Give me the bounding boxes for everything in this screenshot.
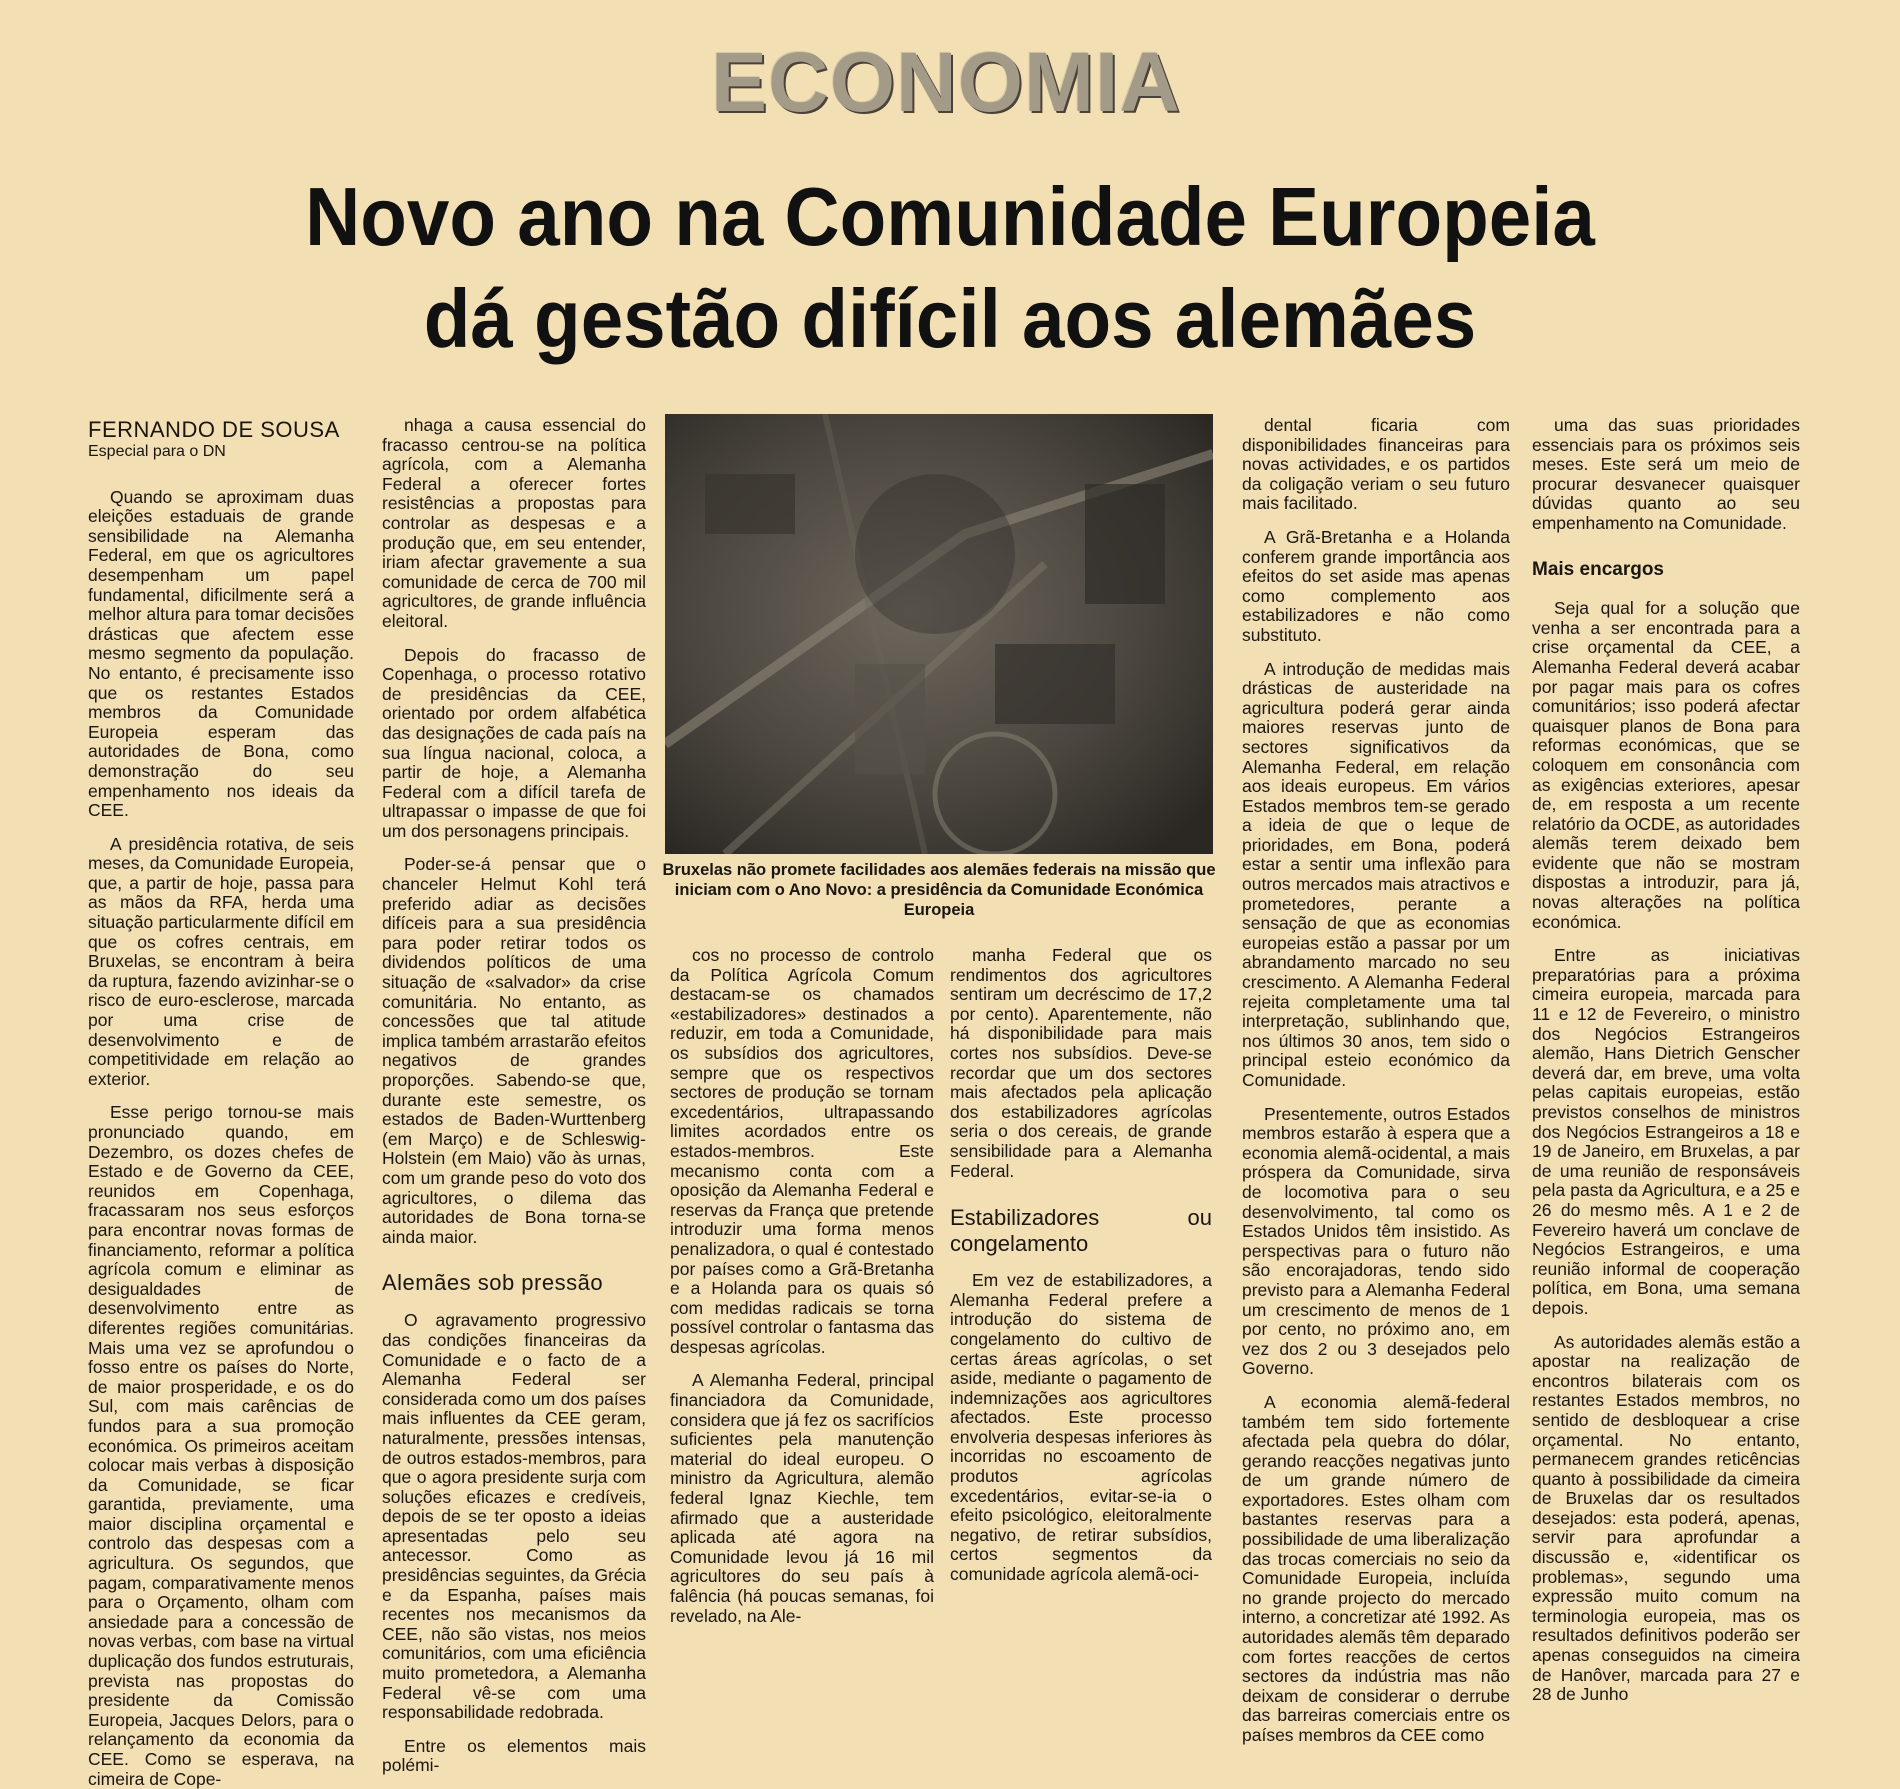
section-title: ECONOMIA <box>711 35 1181 129</box>
paragraph: Poder-se-á pensar que o chanceler Helmut Kohl terá preferido adiar as decisões difíceis para a sua presidência para poder retirar todos os dividendos políticos de uma situação de «salvador» da crise comunitária. No entanto, as concessões que tal atitude implica também arrastarão efeitos negativos de grandes proporções. Sabendo-se que, durante este semestre, os estados de Baden-Wurttenberg (em Março) e de Schleswig-Holstein (em Maio) vão às urnas, com um grande peso do voto dos agricultores, o dilema das autoridades de Bona torna-se ainda maior. <box>382 854 646 1247</box>
paragraph: Em vez de estabilizadores, a Alemanha Federal prefere a introdução do sistema de congelamento do cultivo de certas áreas agrícolas, o set aside, mediante o pagamento de indemnizações aos agricultores afectados. Este processo envolveria despesas inferiores às incorridas no escoamento de produtos agrícolas excedentários, evitar-se-ia o efeito psicológico, eleitoralmente negativo, de retirar subsídios, certos segmentos da comunidade agrícola alemã-oci- <box>950 1270 1212 1585</box>
paragraph: Quando se aproximam duas eleições estaduais de grande sensibilidade na Alemanha Federal, em que os agricultores desempenham um papel fundamental, dificilmente será a melhor altura para tomar decisões drásticas que afectem esse mesmo segmento da população. No entanto, é precisamente isso que os restantes Estados membros da Comunidade Europeia esperam das autoridades de Bona, como demonstração do seu empenhamento nos ideais da CEE. <box>88 486 354 821</box>
paragraph: A Grã-Bretanha e a Holanda conferem grande importância aos efeitos do set aside mas apenas como complemento aos estabilizadores e não como substituto. <box>1242 526 1510 645</box>
paragraph: As autoridades alemãs estão a apostar na realização de encontros bilaterais com os restantes Estados membros, no sentido de desbloquear a crise orçamental. No entanto, permanecem grandes reticências quanto à possibilidade da cimeira de Bruxelas dar os resultados desejados: esta poderá, apenas, servir para aprofundar a discussão e, «identificar os problemas», segundo uma expressão muito comum na terminologia europeia, mas os resultados definitivos poderão ser apenas conseguidos na cimeira de Hanôver, marcada para 27 e 28 de Junho <box>1532 1331 1800 1705</box>
subheading-alemaes-sob-pressao: Alemães sob pressão <box>382 1270 604 1296</box>
paragraph: A Alemanha Federal, principal financiadora da Comunidade, considera que já fez os sacrifícios suficientes pela manutenção material do ideal europeu. O ministro da Agricultura, alemão federal Ignaz Kiechle, tem afirmado que a austeridade aplicada até agora na Comunidade levou já 16 mil agricultores do seu país à falência (há poucas semanas, foi revelado, na Ale- <box>670 1370 934 1626</box>
aerial-photo-image <box>665 414 1213 854</box>
headline-line-1: Novo ano na Comunidade Europeia <box>305 170 1595 263</box>
paragraph: Esse perigo tornou-se mais pronunciado quando, em Dezembro, os dozes chefes de Estado e de Governo da CEE, reunidos em Copenhaga, fracassaram nos seus esforços para encontrar novas formas de financiamento, reformar a política agrícola comum e eliminar as desigualdades de desenvolvimento entre as diferentes regiões comunitárias. Mais uma vez se aprofundou o fosso entre os países do Norte, de maior prosperidade, e os do Sul, com mais carências de fundos para a sua promoção económica. Os primeiros aceitam colocar mais verbas à disposição da Comunidade, se ficar garantida, previamente, uma maior disciplina orçamental e controlo das despesas com a agricultura. Os segundos, que pagam, comparativamente menos para o Orçamento, olham com ansiedade para a concessão de novas verbas, com base na virtual duplicação dos fundos estruturais, prevista nas propostas do presidente da Comissão Europeia, Jacques Delors, para o relançamento da economia da CEE. Como se esperava, na cimeira de Cope- <box>88 1102 354 1789</box>
paragraph: manha Federal que os rendimentos dos agricultores sentiram um decréscimo de 17,2 por cento). Aparentemente, não há disponibilidade para mais cortes nos subsídios. Deve-se recordar que um dos sectores mais afectados pela aplicação dos estabilizadores agrícolas seria o dos cereais, de grande sensibilidade para a Alemanha Federal. <box>950 945 1212 1181</box>
paragraph: dental ficaria com disponibilidades financeiras para novas actividades, e os partidos da coligação veriam o seu futuro mais facilitado. <box>1242 415 1510 514</box>
article-column-5 <box>1242 416 1510 1746</box>
subheading-estabilizadores: Estabilizadores ou congelamento <box>950 1205 1212 1257</box>
paragraph: A introdução de medidas mais drásticas de austeridade na agricultura poderá gerar ainda maiores reservas junto de sectores significativos da Alemanha Federal, em relação aos ideais europeus. Em vários Estados membros tem-se gerado a ideia de que o leque de prioridades, em Bona, poderá estar a sentir uma inflexão para outros mercados mais atractivos e prometedores, perante a sensação de que as economias europeias estão a passar por um abrandamento marcado no seu crescimento. A Alemanha Federal rejeita completamente uma tal interpretação, sublinhando que, nos últimos 30 anos, tem sido o principal esteio económico da Comunidade. <box>1242 658 1510 1090</box>
subheading-mais-encargos: Mais encargos <box>1532 558 1664 580</box>
byline-role: Especial para o DN <box>88 443 226 460</box>
paragraph: Entre as iniciativas preparatórias para a próxima cimeira europeia, marcada para 11 e 12 de Fevereiro, o ministro dos Negócios Estrangeiros alemão, Hans Dietrich Genscher deverá dar, em breve, uma volta pelas capitais europeias, estão previstos conselhos de ministros dos Negócios Estrangeiros a 18 e 19 de Janeiro, em Bruxelas, a par de uma reunião de responsáveis pela pasta da Agricultura, e a 25 e 26 do mesmo mês. A 1 e 2 de Fevereiro haverá um conclave de Negócios Estrangeiros, e uma reunião informal de cooperação política, em Bona, uma semana depois. <box>1532 945 1800 1318</box>
paragraph: A presidência rotativa, de seis meses, da Comunidade Europeia, que, a partir de hoje, passa para as mãos da RFA, herda uma situação particularmente difícil em que os cofres centrais, em Bruxelas, se encontram à beira da ruptura, fazendo avizinhar-se o risco de euro-esclerose, marcada por uma crise de desenvolvimento e de competitividade em relação ao exterior. <box>88 833 354 1089</box>
paragraph: Entre os elementos mais polémi- <box>382 1735 646 1776</box>
col3-body <box>670 946 934 1626</box>
paragraph: nhaga a causa essencial do fracasso centrou-se na política agrícola, com a Alemanha Federal a oferecer fortes resistências a propostas para controlar as despesas e a produção que, em seu entender, iriam afectar gravemente a sua comunidade de cerca de 700 mil agricultores, de grande influência eleitoral. <box>382 415 646 631</box>
col6b-body <box>1532 599 1800 1705</box>
paragraph: A economia alemã-federal também tem sido fortemente afectada pela quebra do dólar, gerando reacções negativas junto de um grande número de exportadores. Estes olham com bastantes reservas para a possibilidade de uma liberalização das trocas comerciais no seio da Comunidade Europeia, incluída no grande projecto do mercado interno, a concretizar até 1992. As autoridades alemãs têm deparado com fortes reacções de certos sectores da indústria mas não deixam de considerar o derrube das barreiras comerciais entre os países membros da CEE como <box>1242 1391 1510 1745</box>
headline-line-2: dá gestão difícil aos alemães <box>423 272 1477 365</box>
paragraph: O agravamento progressivo das condições financeiras da Comunidade e o facto de a Alemanha Federal ser considerada como um dos países mais influentes da CEE geram, naturalmente, pressões intensas, de outros estados-membros, para que o agora presidente surja com soluções eficazes e credíveis, depois de se ter oposto a ideias apresentadas pelo seu antecessor. Como as presidências seguintes, da Grécia e da Espanha, países mais recentes nos mecanismos da CEE, não são vistas, nos meios comunitários, com uma eficiência muito prometedora, a Alemanha Federal vê-se com uma responsabilidade redobrada. <box>382 1310 646 1723</box>
photo-brussels-aerial <box>665 414 1213 854</box>
col4b-body <box>950 1271 1212 1585</box>
col5-body <box>1242 416 1510 1746</box>
paragraph: Seja qual for a solução que venha a ser encontrada para a crise orçamental da CEE, a Alemanha Federal deverá acabar por pagar mais para os cofres comunitários; isso poderá afectar quaisquer planos de Bona para reformas económicas, que se coloquem em consonância com as exigências exteriores, apesar de, em resposta a um recente relatório da OCDE, as autoridades alemãs terem deixado bem evidente que não se mostram dispostas a introduzir, para já, novas alterações na política económica. <box>1532 598 1800 932</box>
col2-body <box>382 416 646 1247</box>
article-column-3 <box>670 946 934 1626</box>
col1-body <box>88 488 354 1789</box>
headline <box>168 166 1732 370</box>
col2b-body <box>382 1311 646 1776</box>
photo-caption: Bruxelas não promete facilidades aos alemães federais na missão que iniciam com o Ano Novo: a presidência da Comunidade Económica Europeia <box>662 861 1216 919</box>
byline-author: FERNANDO DE SOUSA <box>88 417 340 442</box>
col6-body <box>1532 416 1800 534</box>
article-column-1 <box>88 418 354 1789</box>
paragraph: Depois do fracasso de Copenhaga, o processo rotativo de presidências da CEE, orientado por ordem alfabética das designações de cada país na sua língua nacional, coloca, a partir de hoje, a Alemanha Federal com a difícil tarefa de ultrapassar o impasse de que foi um dos personagens principais. <box>382 644 646 841</box>
col4-body <box>950 946 1212 1181</box>
paragraph: cos no processo de controlo da Política Agrícola Comum destacam-se os chamados «estabilizadores» destinados a reduzir, em toda a Comunidade, os subsídios dos agricultores, sempre que os respectivos sectores de produção se tornam excedentários, ultrapassando limites acordados entre os estados-membros. Este mecanismo conta com a oposição da Alemanha Federal e reservas da França que pretende introduzir uma forma menos penalizadora, o qual é contestado por países como a Grã-Bretanha e a Holanda para os quais só com medidas radicais se torna possível controlar o fantasma das despesas agrícolas. <box>670 945 934 1357</box>
article-column-4 <box>950 946 1212 1585</box>
article-column-6 <box>1532 416 1800 1705</box>
article-column-2 <box>382 416 646 1776</box>
paragraph: uma das suas prioridades essenciais para os próximos seis meses. Este será um meio de procurar desvanecer quaisquer dúvidas quanto ao seu empenhamento na Comunidade. <box>1532 415 1800 533</box>
paragraph: Presentemente, outros Estados membros estarão à espera que a economia alemã-ocidental, a mais próspera da Comunidade, sirva de locomotiva para o seu desenvolvimento, tal como os Estados Unidos têm insistido. As perspectivas para o futuro não são encorajadoras, tendo sido previsto para a Alemanha Federal um crescimento de menos de 1 por cento, no próximo ano, em vez dos 2 ou 3 desejados pelo Governo. <box>1242 1103 1510 1379</box>
